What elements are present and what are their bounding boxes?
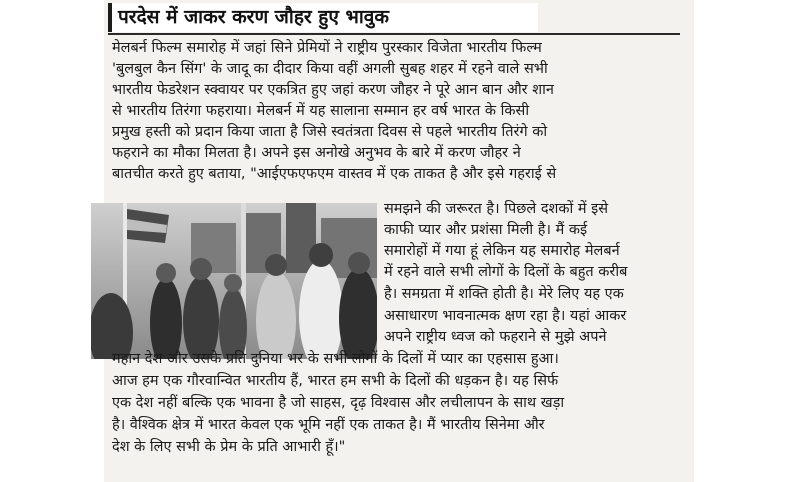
body-line: से भारतीय तिरंगा फहराया। मेलबर्न में यह सालाना सम्मान हर वर्ष भारत के किसी [112, 103, 530, 119]
headline: परदेस में जाकर करण जौहर हुए भावुक [108, 3, 538, 32]
body-line: है। वैश्विक क्षेत्र में भारत केवल एक भूमि नहीं एक ताकत है। मैं भारतीय सिनेमा और [112, 417, 545, 433]
body-line: फहराने का मौका मिलता है। अपने इस अनोखे अनुभव के बारे में करण जौहर ने [112, 145, 521, 161]
headline-rule [108, 33, 680, 35]
body-line: है। समग्रता में शक्ति होती है। मेरे लिए यह एक [384, 286, 624, 302]
body-line: एक देश नहीं बल्कि एक भावना है जो साहस, दृढ़ विश्वास और लचीलापन के साथ खड़ा [112, 395, 565, 411]
body-line: समझने की जरूरत है। पिछले दशकों में इसे [384, 201, 609, 217]
body-line: अपने राष्ट्रीय ध्वज को फहराने से मुझे अपने [384, 329, 607, 345]
body-line: असाधारण भावनात्मक क्षण रहा है। यहां आकर [384, 308, 627, 324]
body-line: मेलबर्न फिल्म समारोह में जहां सिने प्रेमियों ने राष्ट्रीय पुरस्कार विजेता भारतीय फिल्म [112, 40, 542, 56]
body-line: बातचीत करते हुए बताया, "आईएफएफएम वास्तव में एक ताकत है और इसे गहराई से [112, 166, 557, 182]
body-line: में रहने वाले सभी लोगों के दिलों के बहुत करीब [384, 264, 628, 280]
photo-illustration [91, 203, 377, 359]
body-line: महान देश और उसके प्रति दुनिया भर के सभी लोगों के दिलों में प्यार का एहसास हुआ। [112, 351, 559, 367]
body-line: देश के लिए सभी के प्रेम के प्रति आभारी हूँ।" [112, 439, 346, 455]
body-line: काफी प्यार और प्रशंसा मिली है। मैं कई [384, 222, 588, 238]
body-line: 'बुलबुल कैन सिंग' के जादू का दीदार किया वहीं अगली सुबह शहर में रहने वाले सभी [112, 61, 548, 77]
body-line: समारोहों में गया हूं लेकिन यह समारोह मेलबर्न [384, 243, 620, 259]
body-line: भारतीय फेडरेशन स्क्वायर पर एकत्रित हुए जहां करण जौहर ने पूरे आन बान और शान [112, 82, 554, 98]
flag-hoisting-photo [91, 203, 377, 359]
body-line: प्रमुख हस्ती को प्रदान किया जाता है जिसे स्वतंत्रता दिवस से पहले भारतीय तिरंगे को [112, 124, 548, 140]
body-line: आज हम एक गौरवान्वित भारतीय हैं, भारत हम सभी के दिलों की धड़कन है। यह सिर्फ [112, 373, 559, 389]
